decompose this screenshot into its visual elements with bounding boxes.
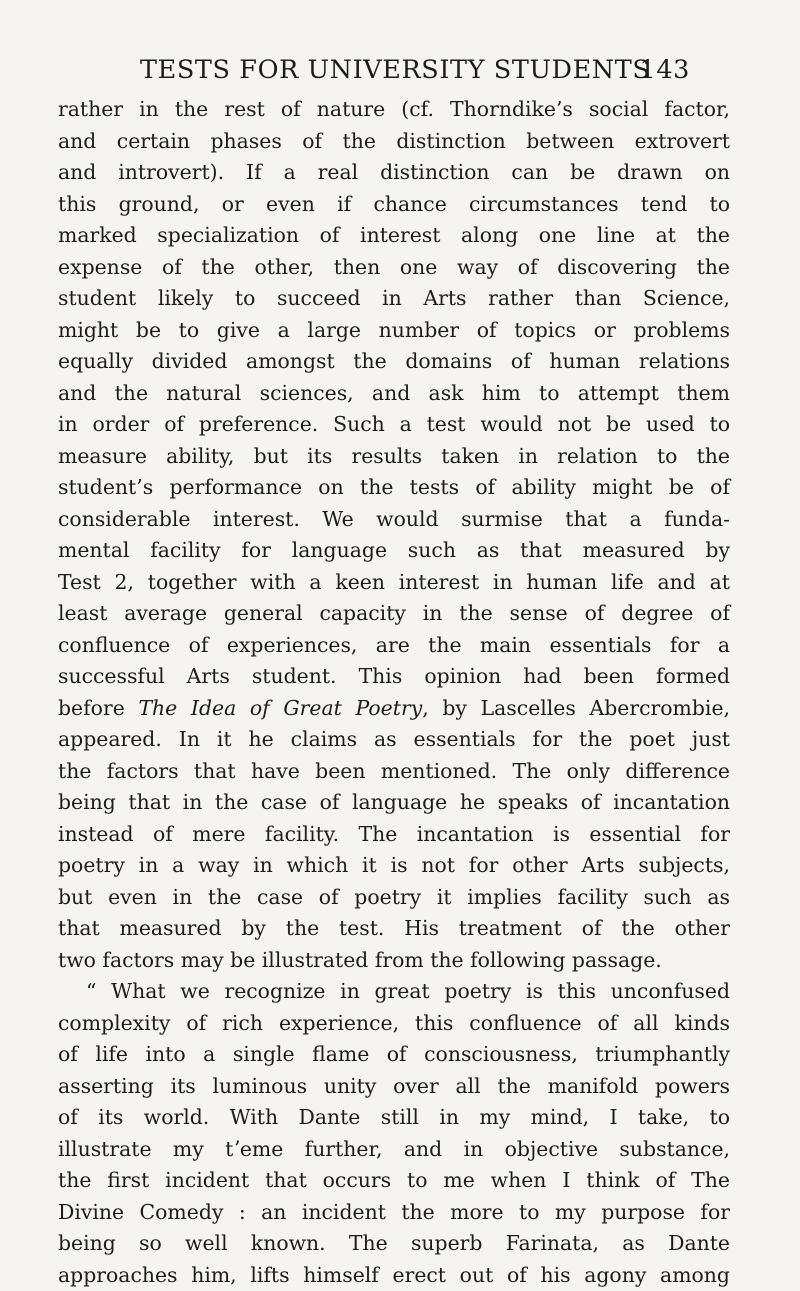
text-line: rather in the rest of nature (cf. Thorndike’s social factor, [58, 94, 730, 126]
text-line: measure ability, but its results taken in relation to the [58, 441, 730, 473]
text-line: of its world. With Dante still in my mind, I take, to [58, 1102, 730, 1134]
text-line: instead of mere facility. The incantation is essential for [58, 819, 730, 851]
text-line: successful Arts student. This opinion had been formed [58, 661, 730, 693]
text-line: might be to give a large number of topics or problems [58, 315, 730, 347]
text-line-with-title [58, 693, 730, 725]
text-line: mental facility for language such as that measured by [58, 535, 730, 567]
text-line: that measured by the test. His treatment of the other [58, 913, 730, 945]
text-line: being so well known. The superb Farinata, as Dante [58, 1228, 730, 1260]
text-line: confluence of experiences, are the main essentials for a [58, 630, 730, 662]
book-title: The Idea of Great Poetry [138, 696, 422, 720]
page-number: 143 [640, 55, 690, 85]
text-line: of life into a single flame of consciousness, triumphantly [58, 1039, 730, 1071]
text-line: marked specialization of interest along one line at the [58, 220, 730, 252]
text-line: asserting its luminous unity over all the manifold powers [58, 1071, 730, 1103]
text-line: and introvert). If a real distinction can be drawn on [58, 157, 730, 189]
text-line: student likely to succeed in Arts rather than Science, [58, 283, 730, 315]
body-text [58, 94, 730, 1291]
text-line: approaches him, lifts himself erect out of his agony among [58, 1260, 730, 1291]
text-line: and certain phases of the distinction between extrovert [58, 126, 730, 158]
running-title: TESTS FOR UNIVERSITY STUDENTS [140, 55, 650, 85]
text-line: the factors that have been mentioned. The only difference [58, 756, 730, 788]
text-line: poetry in a way in which it is not for other Arts subjects, [58, 850, 730, 882]
text-line: Test 2, together with a keen interest in human life and at [58, 567, 730, 599]
text-line: least average general capacity in the sense of degree of [58, 598, 730, 630]
text-line: expense of the other, then one way of discovering the [58, 252, 730, 284]
text-line: Divine Comedy : an incident the more to my purpose for [58, 1197, 730, 1229]
text-line: being that in the case of language he speaks of incantation [58, 787, 730, 819]
text-line: equally divided amongst the domains of human relations [58, 346, 730, 378]
text-line: illustrate my tʼeme further, and in objective substance, [58, 1134, 730, 1166]
text-line: and the natural sciences, and ask him to attempt them [58, 378, 730, 410]
text-line: this ground, or even if chance circumstances tend to [58, 189, 730, 221]
text-line: the first incident that occurs to me when I think of The [58, 1165, 730, 1197]
text-line: in order of preference. Such a test would not be used to [58, 409, 730, 441]
quote-first-line: “ What we recognize in great poetry is this unconfused [58, 976, 730, 1008]
text-line: but even in the case of poetry it implies facility such as [58, 882, 730, 914]
text-line: two factors may be illustrated from the following passage. [58, 945, 730, 977]
text-fragment: , by Lascelles Abercrombie, [422, 696, 730, 720]
running-head [140, 55, 690, 95]
text-line: student’s performance on the tests of ability might be of [58, 472, 730, 504]
text-line: appeared. In it he claims as essentials for the poet just [58, 724, 730, 756]
text-fragment: before [58, 696, 138, 720]
text-line: complexity of rich experience, this confluence of all kinds [58, 1008, 730, 1040]
text-line: considerable interest. We would surmise that a funda- [58, 504, 730, 536]
